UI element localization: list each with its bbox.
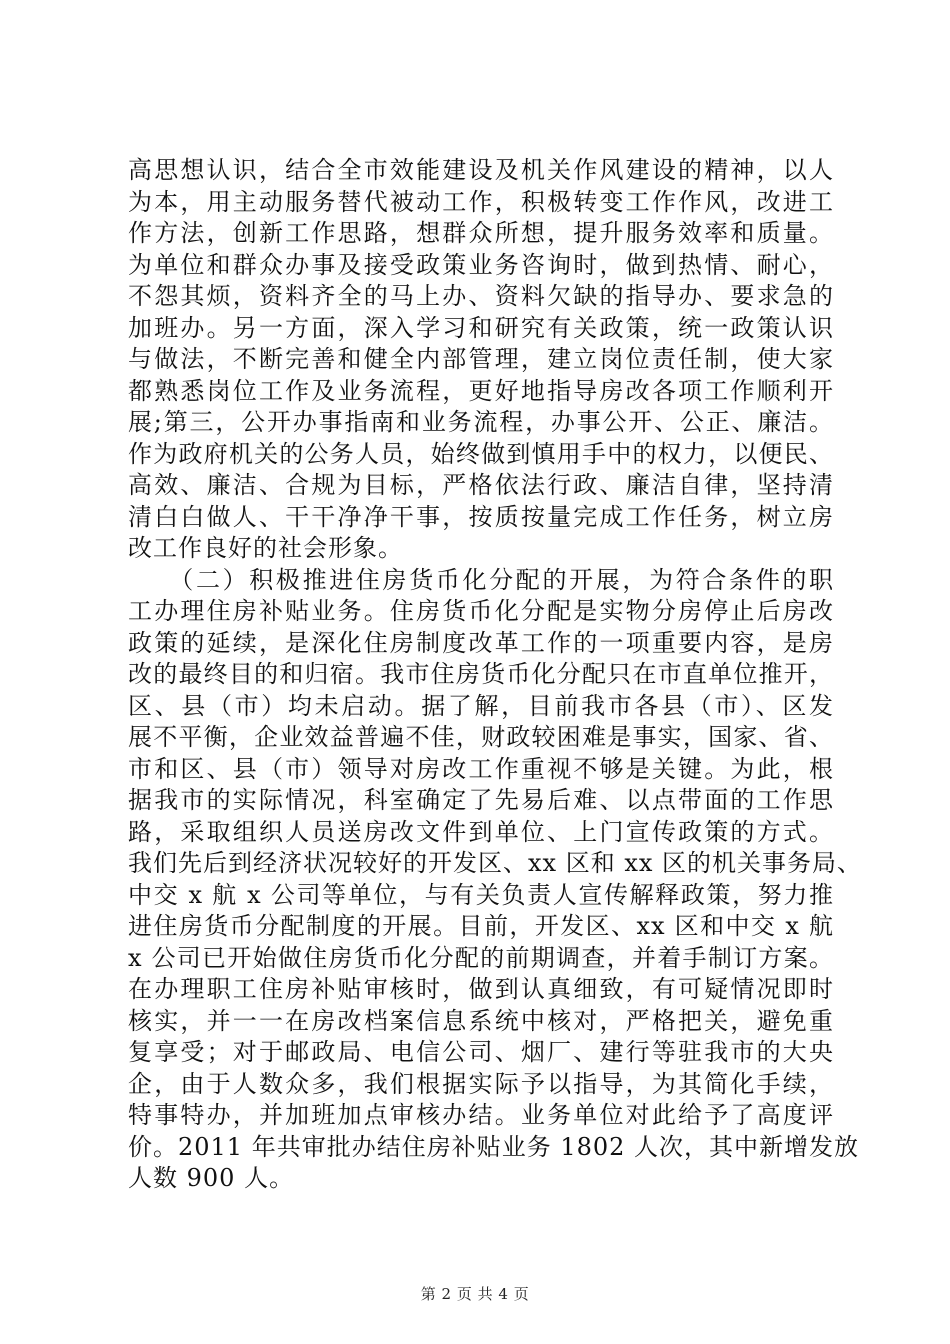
- document-body: [128, 155, 863, 1195]
- text-line: 价。2011 年共审批办结住房补贴业务 1802 人次，其中新增发放: [128, 1132, 860, 1161]
- text-line: 与做法，不断完善和健全内部管理，建立岗位责任制，使大家: [128, 345, 834, 373]
- page-number-footer: 第 2 页 共 4 页: [420, 1285, 530, 1303]
- text-line: 市和区、县（市）领导对房改工作重视不够是关键。为此，根: [128, 754, 834, 783]
- text-line: 企，由于人数众多，我们根据实际予以指导，为其简化手续，: [128, 1069, 834, 1098]
- text-line: 改的最终目的和归宿。我市住房货币化分配只在市直单位推开，: [128, 660, 834, 688]
- paragraph-end-line: 人数 900 人。: [128, 1164, 295, 1192]
- text-line: 不怨其烦，资料齐全的马上办、资料欠缺的指导办、要求急的: [128, 282, 834, 310]
- text-line: 展;第三，公开办事指南和业务流程，办事公开、公正、廉洁。: [128, 408, 834, 436]
- paragraph-heading-line: （二）积极推进住房货币化分配的开展，为符合条件的职: [128, 565, 834, 594]
- text-line: 中交 x 航 x 公司等单位，与有关负责人宣传解释政策，努力推: [128, 880, 834, 909]
- paragraph-end-line: 改工作良好的社会形象。: [128, 534, 403, 562]
- text-line: 我们先后到经济状况较好的开发区、xx 区和 xx 区的机关事务局、: [128, 849, 863, 877]
- text-line: 为单位和群众办事及接受政策业务咨询时，做到热情、耐心，: [128, 250, 834, 279]
- text-line: 为本，用主动服务替代被动工作，积极转变工作作风，改进工: [128, 187, 834, 216]
- text-line: 都熟悉岗位工作及业务流程，更好地指导房改各项工作顺利开: [128, 376, 834, 405]
- text-line: 路，采取组织人员送房改文件到单位、上门宣传政策的方式。: [128, 817, 834, 846]
- text-line: 工办理住房补贴业务。住房货币化分配是实物分房停止后房改: [128, 597, 834, 625]
- text-line: 高思想认识，结合全市效能建设及机关作风建设的精神，以人: [128, 156, 834, 184]
- text-line: 高效、廉洁、合规为目标，严格依法行政、廉洁自律，坚持清: [128, 471, 834, 499]
- text-line: 展不平衡，企业效益普遍不佳，财政较困难是事实，国家、省、: [128, 723, 834, 751]
- text-line: 加班办。另一方面，深入学习和研究有关政策，统一政策认识: [128, 313, 834, 342]
- text-line: 进住房货币分配制度的开展。目前，开发区、xx 区和中交 x 航: [128, 912, 834, 940]
- text-line: 据我市的实际情况，科室确定了先易后难、以点带面的工作思: [128, 786, 834, 814]
- text-line: 区、县（市）均未启动。据了解，目前我市各县（市）、区发: [128, 691, 834, 720]
- text-line: 复享受；对于邮政局、电信公司、烟厂、建行等驻我市的大央: [128, 1038, 834, 1066]
- text-line: 作方法，创新工作思路，想群众所想，提升服务效率和质量。: [128, 219, 834, 247]
- text-line: 核实，并一一在房改档案信息系统中核对，严格把关，避免重: [128, 1006, 834, 1035]
- text-line: 作为政府机关的公务人员，始终做到慎用手中的权力，以便民、: [128, 439, 834, 468]
- text-line: 清白白做人、干干净净干事，按质按量完成工作任务，树立房: [128, 502, 834, 531]
- text-line: 在办理职工住房补贴审核时，做到认真细致，有可疑情况即时: [128, 975, 834, 1003]
- text-line: 政策的延续，是深化住房制度改革工作的一项重要内容，是房: [128, 628, 834, 657]
- text-line: 特事特办，并加班加点审核办结。业务单位对此给予了高度评: [128, 1101, 834, 1129]
- text-line: x 公司已开始做住房货币化分配的前期调查，并着手制订方案。: [128, 943, 834, 972]
